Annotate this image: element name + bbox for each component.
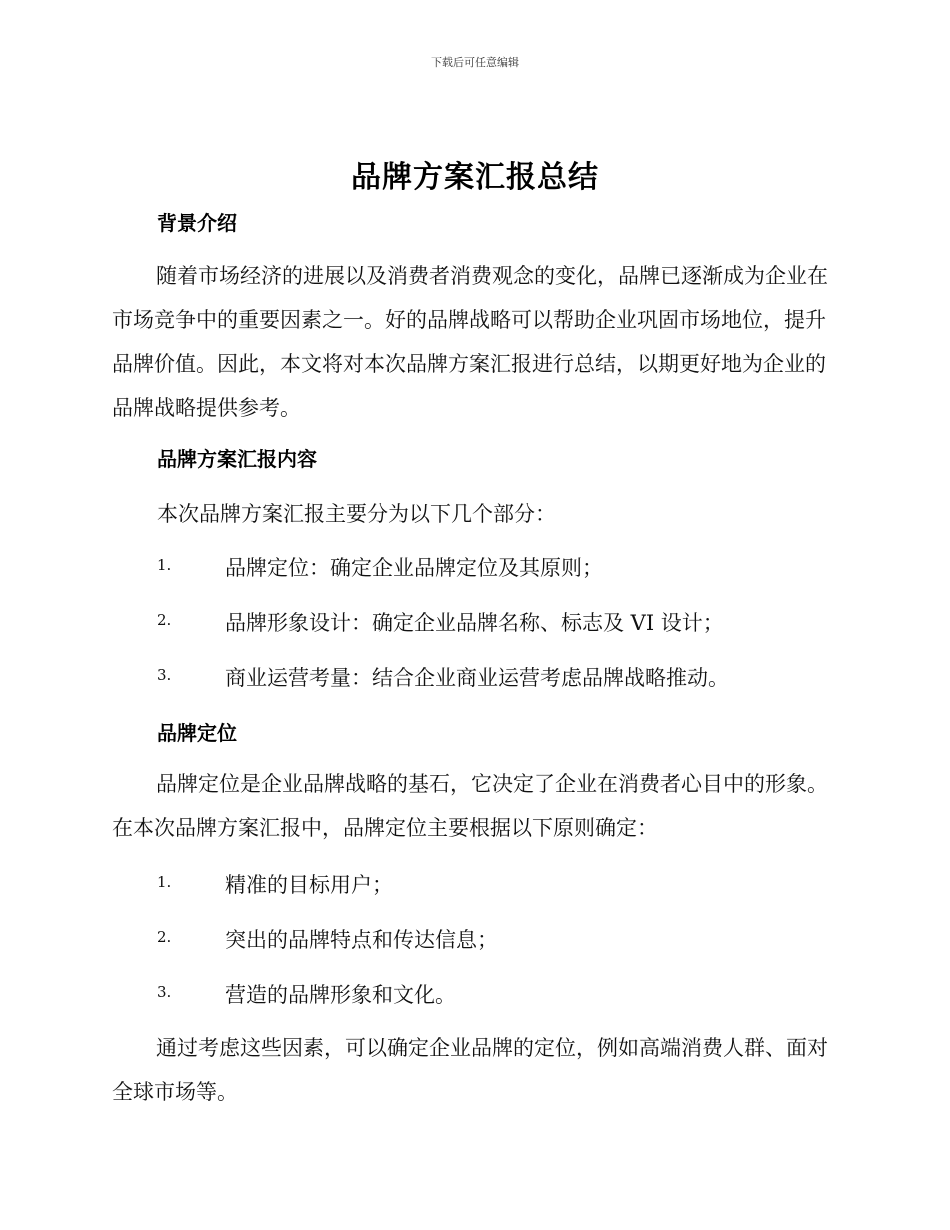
positioning-closing: 通过考虑这些因素，可以确定企业品牌的定位，例如高端消费人群、面对全球市场等。 bbox=[112, 1036, 828, 1104]
document-title: 品牌方案汇报总结 bbox=[351, 160, 599, 195]
list-item bbox=[157, 662, 857, 692]
list-item bbox=[157, 924, 857, 954]
list-item bbox=[157, 552, 857, 582]
list-number: 2. bbox=[157, 928, 172, 946]
list-text: 商业运营考量：结合企业商业运营考虑品牌战略推动。 bbox=[225, 666, 729, 690]
content-intro: 本次品牌方案汇报主要分为以下几个部分： bbox=[157, 502, 556, 526]
list-number: 1. bbox=[157, 873, 172, 891]
list-text: 突出的品牌特点和传达信息； bbox=[225, 928, 498, 952]
list-item bbox=[157, 869, 857, 899]
list-number: 2. bbox=[157, 611, 172, 629]
list-number: 3. bbox=[157, 983, 172, 1001]
section-heading-content: 品牌方案汇报内容 bbox=[157, 447, 317, 471]
section-heading-positioning: 品牌定位 bbox=[157, 721, 237, 745]
list-item bbox=[157, 979, 857, 1009]
list-text: 品牌形象设计：确定企业品牌名称、标志及 VI 设计； bbox=[225, 611, 724, 635]
list-text: 营造的品牌形象和文化。 bbox=[225, 983, 456, 1007]
section-heading-background: 背景介绍 bbox=[157, 211, 237, 235]
header-note: 下载后可任意编辑 bbox=[431, 56, 519, 69]
list-number: 1. bbox=[157, 556, 172, 574]
list-number: 3. bbox=[157, 666, 172, 684]
list-text: 品牌定位：确定企业品牌定位及其原则； bbox=[225, 556, 603, 580]
background-paragraph: 随着市场经济的进展以及消费者消费观念的变化，品牌已逐渐成为企业在市场竞争中的重要因素之一。好的品牌战略可以帮助企业巩固市场地位，提升品牌价值。因此，本文将对本次品牌方案汇报进行总结，以期更好地为企业的品牌战略提供参考。 bbox=[112, 264, 828, 420]
list-item bbox=[157, 607, 857, 637]
list-text: 精准的目标用户； bbox=[225, 873, 393, 897]
positioning-paragraph: 品牌定位是企业品牌战略的基石，它决定了企业在消费者心目中的形象。在本次品牌方案汇报中，品牌定位主要根据以下原则确定： bbox=[112, 772, 828, 840]
